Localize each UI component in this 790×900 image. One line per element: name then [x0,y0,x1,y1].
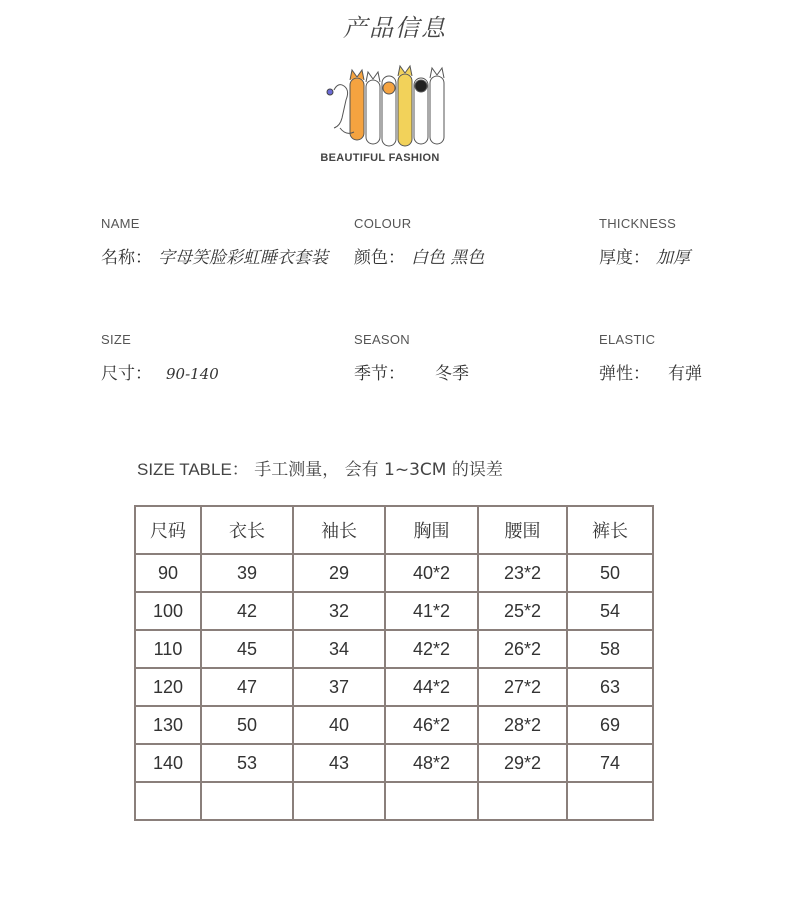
table-cell: 120 [135,668,201,706]
elastic-en-label: ELASTIC [599,332,656,347]
elastic-value: 有弹 [668,364,702,384]
table-cell: 29*2 [478,744,567,782]
table-row [135,630,653,668]
colour-en-label: COLOUR [354,216,412,231]
size-table-body [135,554,653,820]
elastic-label: 弹性： [599,364,650,384]
table-row [135,782,653,820]
table-cell: 23*2 [478,554,567,592]
name-en-label: NAME [101,216,140,231]
table-cell: 110 [135,630,201,668]
table-row [135,744,653,782]
table-cell: 100 [135,592,201,630]
table-cell: 34 [293,630,385,668]
thickness-en-label: THICKNESS [599,216,677,231]
table-cell: 37 [293,668,385,706]
table-cell: 28*2 [478,706,567,744]
table-cell [135,782,201,820]
table-cell: 47 [201,668,293,706]
info-thickness [599,216,690,268]
table-row [135,554,653,592]
size-table-header-row [135,506,653,554]
table-cell: 40 [293,706,385,744]
table-cell: 41*2 [385,592,478,630]
table-cell: 43 [293,744,385,782]
table-cell: 130 [135,706,201,744]
info-colour [354,216,484,268]
table-cell: 63 [567,668,653,706]
table-cell: 40*2 [385,554,478,592]
header-cell: 衣长 [201,506,293,554]
colour-label: 颜色： [354,248,405,268]
table-cell: 26*2 [478,630,567,668]
size-table-note: 手工测量， 会有 1~3CM 的误差 [254,460,503,480]
size-en-label: SIZE [101,332,132,347]
table-cell [293,782,385,820]
table-cell [201,782,293,820]
table-cell: 42 [201,592,293,630]
table-cell: 29 [293,554,385,592]
header-cell: 裤长 [567,506,653,554]
name-label: 名称： [101,248,152,268]
colour-value: 白色 黑色 [411,248,485,268]
table-cell [567,782,653,820]
thickness-value: 加厚 [656,248,690,268]
season-label: 季节： [354,364,405,384]
size-table-heading [137,455,503,480]
table-cell: 27*2 [478,668,567,706]
header-cell: 尺码 [135,506,201,554]
table-row [135,592,653,630]
table-cell: 42*2 [385,630,478,668]
table-cell: 44*2 [385,668,478,706]
header-cell: 胸围 [385,506,478,554]
season-value: 冬季 [435,364,469,384]
header-cell: 腰围 [478,506,567,554]
season-en-label: SEASON [354,332,410,347]
table-cell: 74 [567,744,653,782]
table-cell: 53 [201,744,293,782]
table-row [135,668,653,706]
table-row [135,706,653,744]
name-value: 字母笑脸彩虹睡衣套装 [158,248,328,268]
size-label: 尺寸： [101,364,152,384]
table-cell: 50 [567,554,653,592]
size-table [134,505,654,821]
table-cell: 90 [135,554,201,592]
table-cell: 54 [567,592,653,630]
info-season [354,332,469,384]
info-name [101,216,328,268]
table-cell: 32 [293,592,385,630]
table-cell [385,782,478,820]
size-value: 90-140 [166,365,219,383]
cats-logo [320,58,460,166]
header-cell: 袖长 [293,506,385,554]
table-cell: 48*2 [385,744,478,782]
table-cell: 69 [567,706,653,744]
table-cell: 58 [567,630,653,668]
table-cell: 39 [201,554,293,592]
page-title: 产品信息 [343,14,447,42]
logo-text: BEAUTIFUL FASHION [320,152,440,164]
table-cell: 46*2 [385,706,478,744]
table-cell: 50 [201,706,293,744]
info-elastic [599,332,702,384]
size-table-title: SIZE TABLE： [137,460,249,479]
table-cell: 45 [201,630,293,668]
table-cell [478,782,567,820]
table-cell: 25*2 [478,592,567,630]
info-size [101,332,219,384]
thickness-label: 厚度： [599,248,650,268]
table-cell: 140 [135,744,201,782]
